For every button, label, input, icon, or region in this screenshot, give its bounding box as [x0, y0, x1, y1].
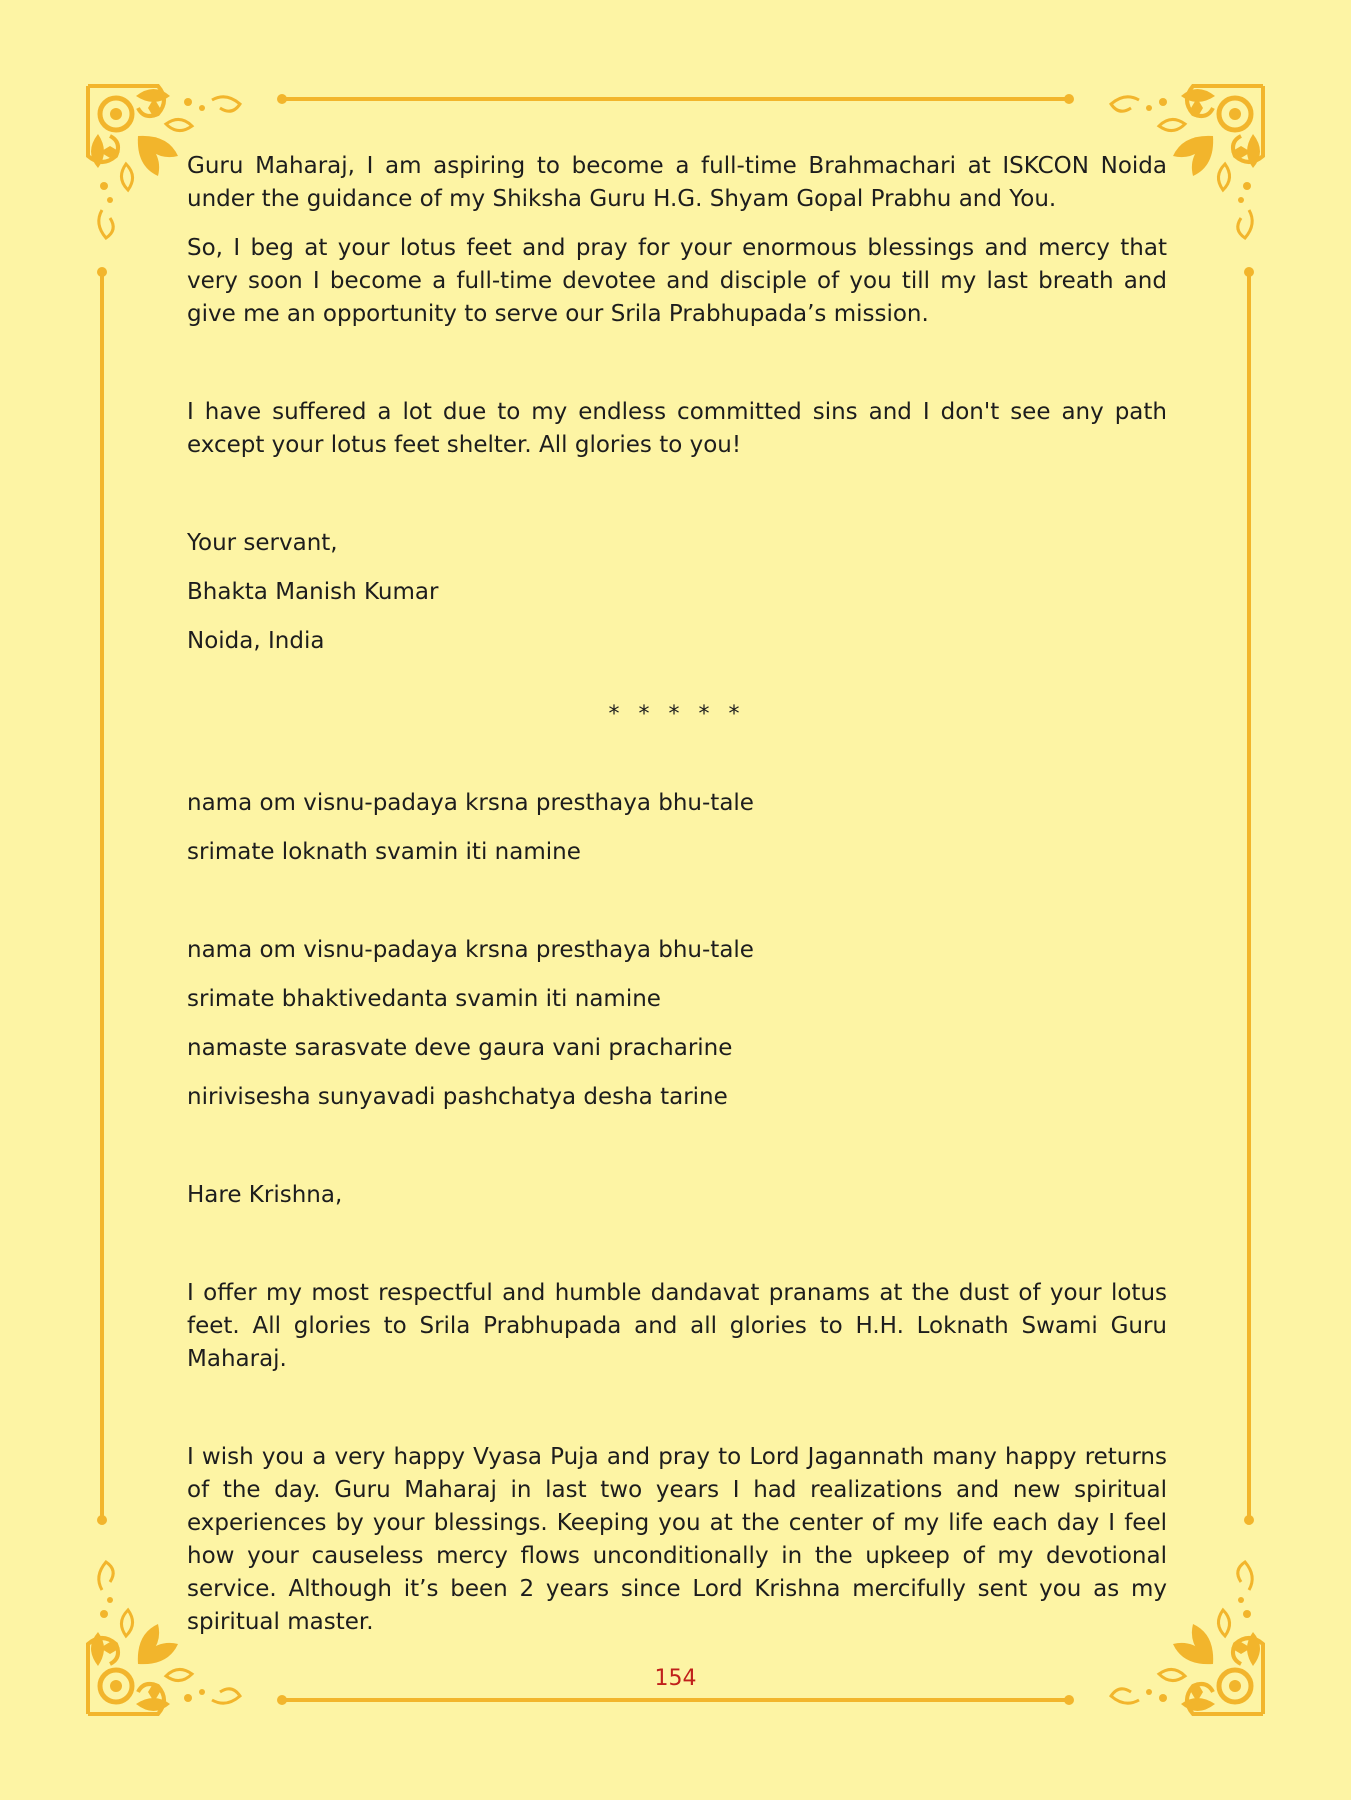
prayer-line: namaste sarasvate deve gaura vani pracharine — [187, 1035, 733, 1061]
prayer-line: srimate loknath svamin iti namine — [187, 839, 581, 865]
closing: Your servant, — [187, 530, 338, 556]
paragraph: So, I beg at your lotus feet and pray for your enormous blessings and mercy that very soon I become a full-time devotee and disciple of you till my last breath and give me an opportunity to serve our Srila Prabhupada’s mission. — [187, 235, 1167, 327]
author-name: Bhakta Manish Kumar — [187, 579, 439, 605]
prayer-line: nirivisesha sunyavadi pashchatya desha tarine — [187, 1084, 728, 1110]
prayer-line: nama om visnu-padaya krsna presthaya bhu-tale — [187, 937, 754, 963]
greeting: Hare Krishna, — [187, 1182, 343, 1208]
paragraph: I wish you a very happy Vyasa Puja and pray to Lord Jagannath many happy returns of the day. Guru Maharaj in last two years I had realizations and new spiritual experiences by your blessings. Keeping you at the center of my life each day I feel how your causeless mercy flows unconditionally in the upkeep of my devotional service. Although it’s been 2 years since Lord Krishna mercifully sent you as my spiritual master. — [187, 1444, 1167, 1635]
page-number: 154 — [654, 1666, 697, 1691]
prayer-line: srimate bhaktivedanta svamin iti namine — [187, 986, 661, 1012]
author-location: Noida, India — [187, 628, 325, 654]
paragraph: Guru Maharaj, I am aspiring to become a full-time Brahmachari at ISKCON Noida under the guidance of my Shiksha Guru H.G. Shyam Gopal Prabhu and You. — [187, 153, 1167, 212]
paragraph: I have suffered a lot due to my endless committed sins and I don't see any path except your lotus feet shelter. All glories to you! — [187, 399, 1167, 458]
section-separator: * * * * * — [608, 702, 746, 727]
letter-content — [187, 150, 1167, 1639]
paragraph: I offer my most respectful and humble dandavat pranams at the dust of your lotus feet. All glories to Srila Prabhupada and all glories to H.H. Loknath Swami Guru Maharaj. — [187, 1280, 1167, 1372]
prayer-line: nama om visnu-padaya krsna presthaya bhu-tale — [187, 790, 754, 816]
